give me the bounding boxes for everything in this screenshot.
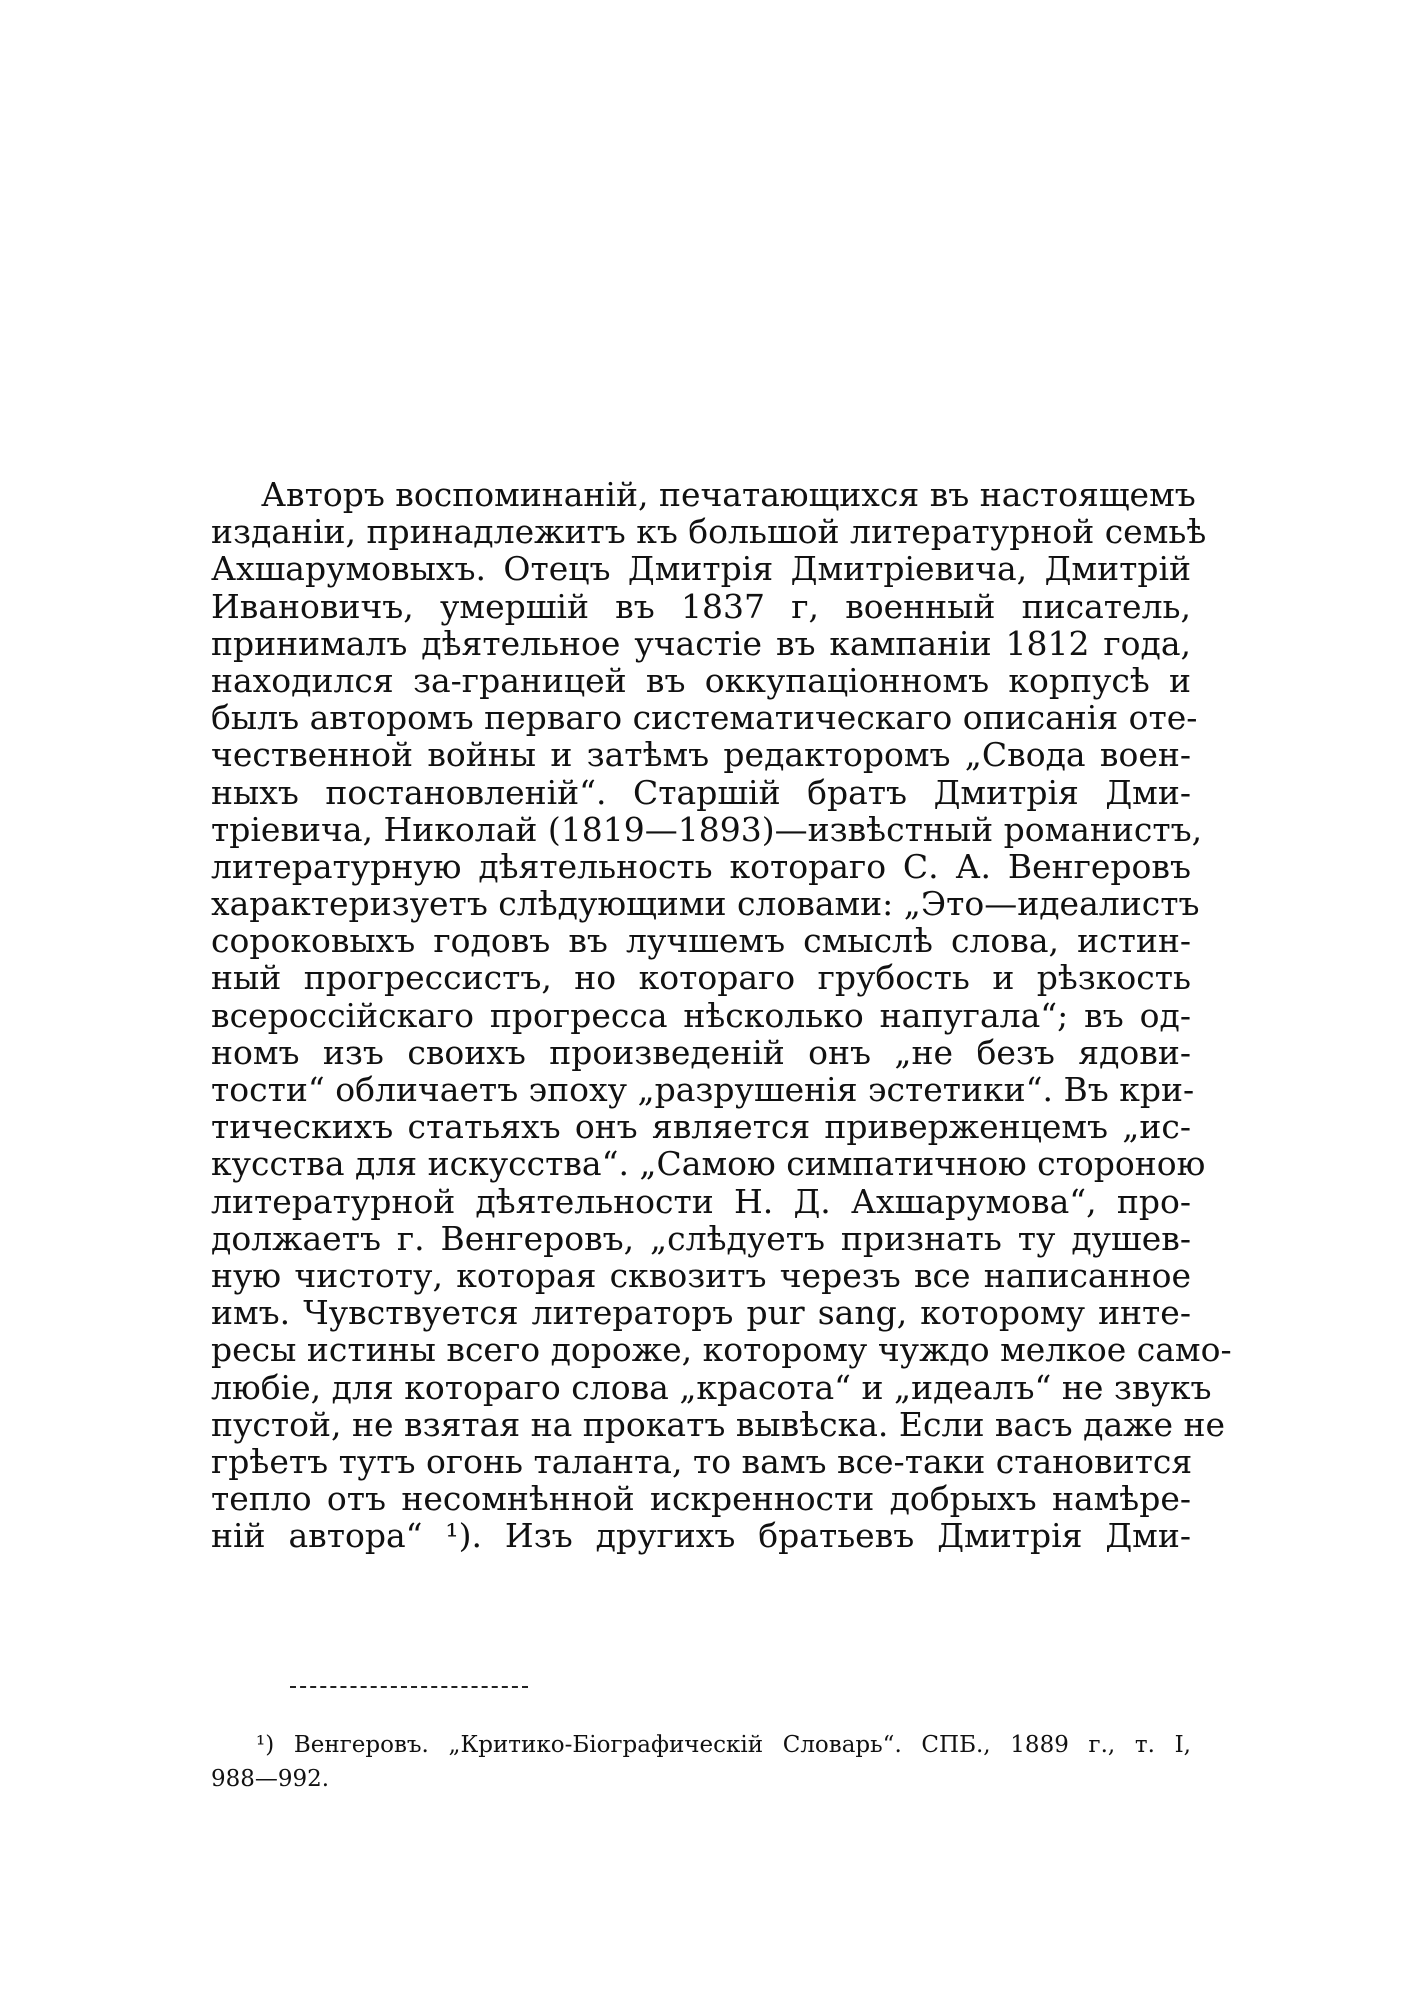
text-line: Ахшарумовыхъ. Отецъ Дмитрія Дмитріевича, Дмитрій [211, 549, 1191, 589]
text-line: ный прогрессистъ, но котораго грубость и рѣзкость [211, 958, 1191, 998]
text-line: Ивановичъ, умершій въ 1837 г, военный писатель, [211, 586, 1191, 626]
text-line: тости“ обличаетъ эпоху „разрушенія эстетики“. Въ кри- [211, 1070, 1195, 1109]
text-line: чественной войны и затѣмъ редакторомъ „Свода воен- [211, 735, 1191, 775]
text-line: ныхъ постановленій“. Старшій братъ Дмитрія Дми- [211, 772, 1191, 812]
text-line: номъ изъ своихъ произведеній онъ „не безъ ядови- [211, 1032, 1191, 1072]
text-line: грѣетъ тутъ огонь таланта, то вамъ все-таки становится [211, 1441, 1193, 1481]
text-line: находился за-границей въ оккупаціонномъ корпусѣ и [211, 660, 1191, 700]
text-line: былъ авторомъ перваго систематическаго описанія оте- [211, 698, 1198, 738]
text-line: сороковыхъ годовъ въ лучшемъ смыслѣ слова, истин- [211, 921, 1191, 961]
text-line: тріевича, Николай (1819—1893)—извѣстный романистъ, [211, 809, 1203, 849]
text-line: кусства для искусства“. „Самою симпатичною стороною [211, 1144, 1206, 1184]
text-line: Авторъ воспоминаній, печатающихся въ настоящемъ [261, 475, 1196, 514]
text-line: принималъ дѣятельное участіе въ кампаніи 1812 года, [211, 623, 1191, 663]
text-line: ресы истины всего дороже, которому чуждо мелкое само- [211, 1330, 1232, 1370]
text-line: пустой, не взятая на прокатъ вывѣска. Если васъ даже не [211, 1404, 1226, 1444]
text-line: ную чистоту, которая сквозитъ черезъ все написанное [211, 1255, 1191, 1295]
footnote-line: ¹) Венгеровъ. „Критико-Біографическій Словарь“. СПБ., 1889 г., т. I, [256, 1732, 1191, 1758]
text-line: характеризуетъ слѣдующими словами: „Это—идеалистъ [211, 884, 1200, 924]
text-line: литературной дѣятельности Н. Д. Ахшарумова“, про- [211, 1181, 1191, 1221]
text-line: тепло отъ несомнѣнной искренности добрыхъ намѣре- [211, 1479, 1191, 1519]
text-line: ній автора“ ¹). Изъ другихъ братьевъ Дмитрія Дми- [211, 1516, 1191, 1556]
text-line: любіе, для котораго слова „красота“ и „идеалъ“ не звукъ [211, 1367, 1212, 1407]
footnote [211, 1728, 1191, 1796]
text-line: литературную дѣятельность котораго С. А. Венгеровъ [211, 846, 1191, 886]
footnote-line: 988—992. [211, 1766, 330, 1792]
body-paragraph [211, 475, 1232, 1556]
footnote-separator [290, 1686, 528, 1688]
text-line: имъ. Чувствуется литераторъ pur sang, которому инте- [211, 1293, 1191, 1333]
text-line: должаетъ г. Венгеровъ, „слѣдуетъ признать ту душев- [211, 1218, 1191, 1258]
text-line: тическихъ статьяхъ онъ является приверженцемъ „ис- [211, 1107, 1191, 1147]
text-line: всероссійскаго прогресса нѣсколько напугала“; въ од- [211, 995, 1191, 1035]
text-line: изданіи, принадлежитъ къ большой литературной семьѣ [211, 512, 1207, 552]
